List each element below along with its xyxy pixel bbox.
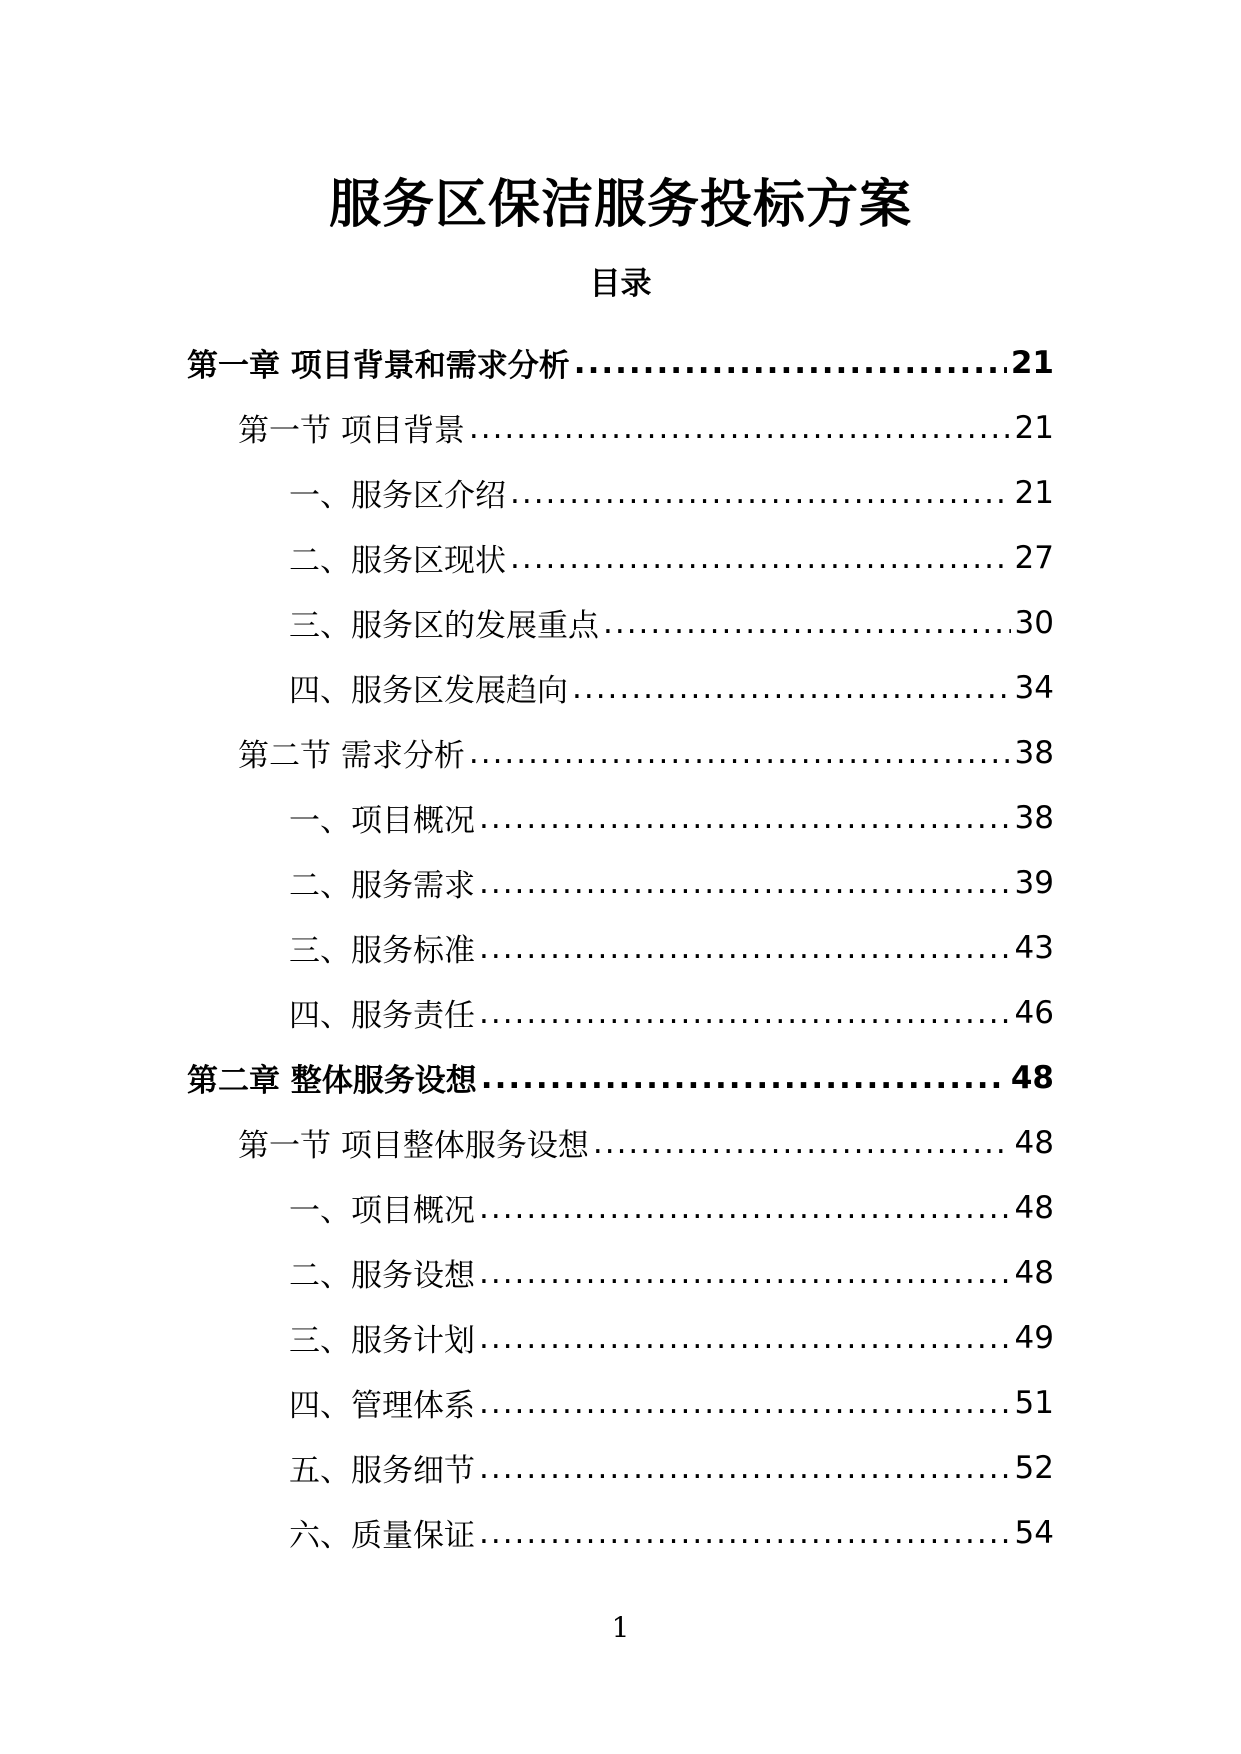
toc-entry-label: 第二章 整体服务设想 xyxy=(187,1063,477,1099)
toc-section-entry[interactable] xyxy=(0,1110,1241,1175)
toc-subsection-entry[interactable] xyxy=(0,850,1241,915)
toc-entry-page-number: 34 xyxy=(1014,669,1054,706)
toc-entry-page-number: 54 xyxy=(1014,1514,1054,1551)
toc-entry-page-number: 51 xyxy=(1014,1384,1054,1421)
toc-subsection-entry[interactable] xyxy=(0,915,1241,980)
toc-entry-page-number: 38 xyxy=(1014,799,1054,836)
toc-entry-page-number: 52 xyxy=(1014,1449,1054,1486)
toc-entry-label: 第一节 项目整体服务设想 xyxy=(238,1128,589,1164)
toc-subsection-entry[interactable] xyxy=(0,460,1241,525)
toc-entry-label: 四、服务责任 xyxy=(289,998,475,1034)
toc-entry-page-number: 48 xyxy=(1014,1189,1054,1226)
toc-entry-label: 二、服务需求 xyxy=(289,868,475,904)
toc-subsection-entry[interactable] xyxy=(0,1240,1241,1305)
toc-entry-label: 三、服务区的发展重点 xyxy=(289,608,599,644)
toc-dot-leader xyxy=(593,1125,1011,1161)
toc-subsection-entry[interactable] xyxy=(0,1435,1241,1500)
toc-subsection-entry[interactable] xyxy=(0,590,1241,655)
toc-chapter-entry[interactable] xyxy=(0,1045,1241,1110)
page-number: 1 xyxy=(611,1611,630,1644)
toc-dot-leader xyxy=(469,410,1011,446)
toc-entry-label: 第二节 需求分析 xyxy=(238,738,465,774)
toc-entry-label: 六、质量保证 xyxy=(289,1518,475,1554)
toc-entry-page-number: 27 xyxy=(1014,539,1054,576)
toc-dot-leader xyxy=(479,1385,1011,1421)
toc-entry-page-number: 46 xyxy=(1014,994,1054,1031)
toc-section-entry[interactable] xyxy=(0,395,1241,460)
toc-entry-label: 三、服务计划 xyxy=(289,1323,475,1359)
toc-entry-label: 第一节 项目背景 xyxy=(238,413,465,449)
toc-entry-page-number: 30 xyxy=(1014,604,1054,641)
toc-entry-page-number: 21 xyxy=(1014,409,1054,446)
toc-dot-leader xyxy=(479,865,1011,901)
toc-subsection-entry[interactable] xyxy=(0,980,1241,1045)
table-of-contents xyxy=(0,330,1241,1565)
toc-entry-label: 一、项目概况 xyxy=(289,803,475,839)
toc-entry-page-number: 38 xyxy=(1014,734,1054,771)
toc-entry-page-number: 21 xyxy=(1014,474,1054,511)
toc-dot-leader xyxy=(510,475,1011,511)
toc-dot-leader xyxy=(510,540,1011,576)
toc-entry-page-number: 21 xyxy=(1010,344,1054,381)
toc-entry-label: 二、服务区现状 xyxy=(289,543,506,579)
toc-entry-page-number: 48 xyxy=(1014,1124,1054,1161)
toc-chapter-entry[interactable] xyxy=(0,330,1241,395)
toc-subsection-entry[interactable] xyxy=(0,785,1241,850)
toc-entry-label: 一、服务区介绍 xyxy=(289,478,506,514)
toc-dot-leader xyxy=(481,1060,1007,1096)
toc-dot-leader xyxy=(479,800,1011,836)
toc-dot-leader xyxy=(479,995,1011,1031)
toc-dot-leader xyxy=(479,1320,1011,1356)
toc-entry-label: 五、服务细节 xyxy=(289,1453,475,1489)
toc-entry-page-number: 39 xyxy=(1014,864,1054,901)
toc-heading: 目录 xyxy=(589,266,652,302)
toc-entry-label: 四、服务区发展趋向 xyxy=(289,673,568,709)
toc-dot-leader xyxy=(479,930,1011,966)
document-title: 服务区保洁服务投标方案 xyxy=(328,175,912,235)
toc-subsection-entry[interactable] xyxy=(0,1370,1241,1435)
toc-dot-leader xyxy=(603,605,1011,641)
toc-subsection-entry[interactable] xyxy=(0,1175,1241,1240)
toc-dot-leader xyxy=(479,1255,1011,1291)
toc-entry-label: 二、服务设想 xyxy=(289,1258,475,1294)
toc-dot-leader xyxy=(574,345,1007,381)
toc-section-entry[interactable] xyxy=(0,720,1241,785)
toc-dot-leader xyxy=(479,1515,1011,1551)
toc-entry-label: 三、服务标准 xyxy=(289,933,475,969)
toc-subsection-entry[interactable] xyxy=(0,525,1241,590)
toc-dot-leader xyxy=(479,1190,1011,1226)
toc-entry-page-number: 49 xyxy=(1014,1319,1054,1356)
toc-entry-label: 第一章 项目背景和需求分析 xyxy=(187,348,570,384)
toc-entry-page-number: 43 xyxy=(1014,929,1054,966)
toc-subsection-entry[interactable] xyxy=(0,1500,1241,1565)
toc-subsection-entry[interactable] xyxy=(0,1305,1241,1370)
toc-entry-page-number: 48 xyxy=(1014,1254,1054,1291)
toc-dot-leader xyxy=(479,1450,1011,1486)
toc-entry-label: 四、管理体系 xyxy=(289,1388,475,1424)
toc-subsection-entry[interactable] xyxy=(0,655,1241,720)
toc-entry-page-number: 48 xyxy=(1010,1059,1054,1096)
toc-entry-label: 一、项目概况 xyxy=(289,1193,475,1229)
toc-dot-leader xyxy=(572,670,1011,706)
toc-dot-leader xyxy=(469,735,1011,771)
